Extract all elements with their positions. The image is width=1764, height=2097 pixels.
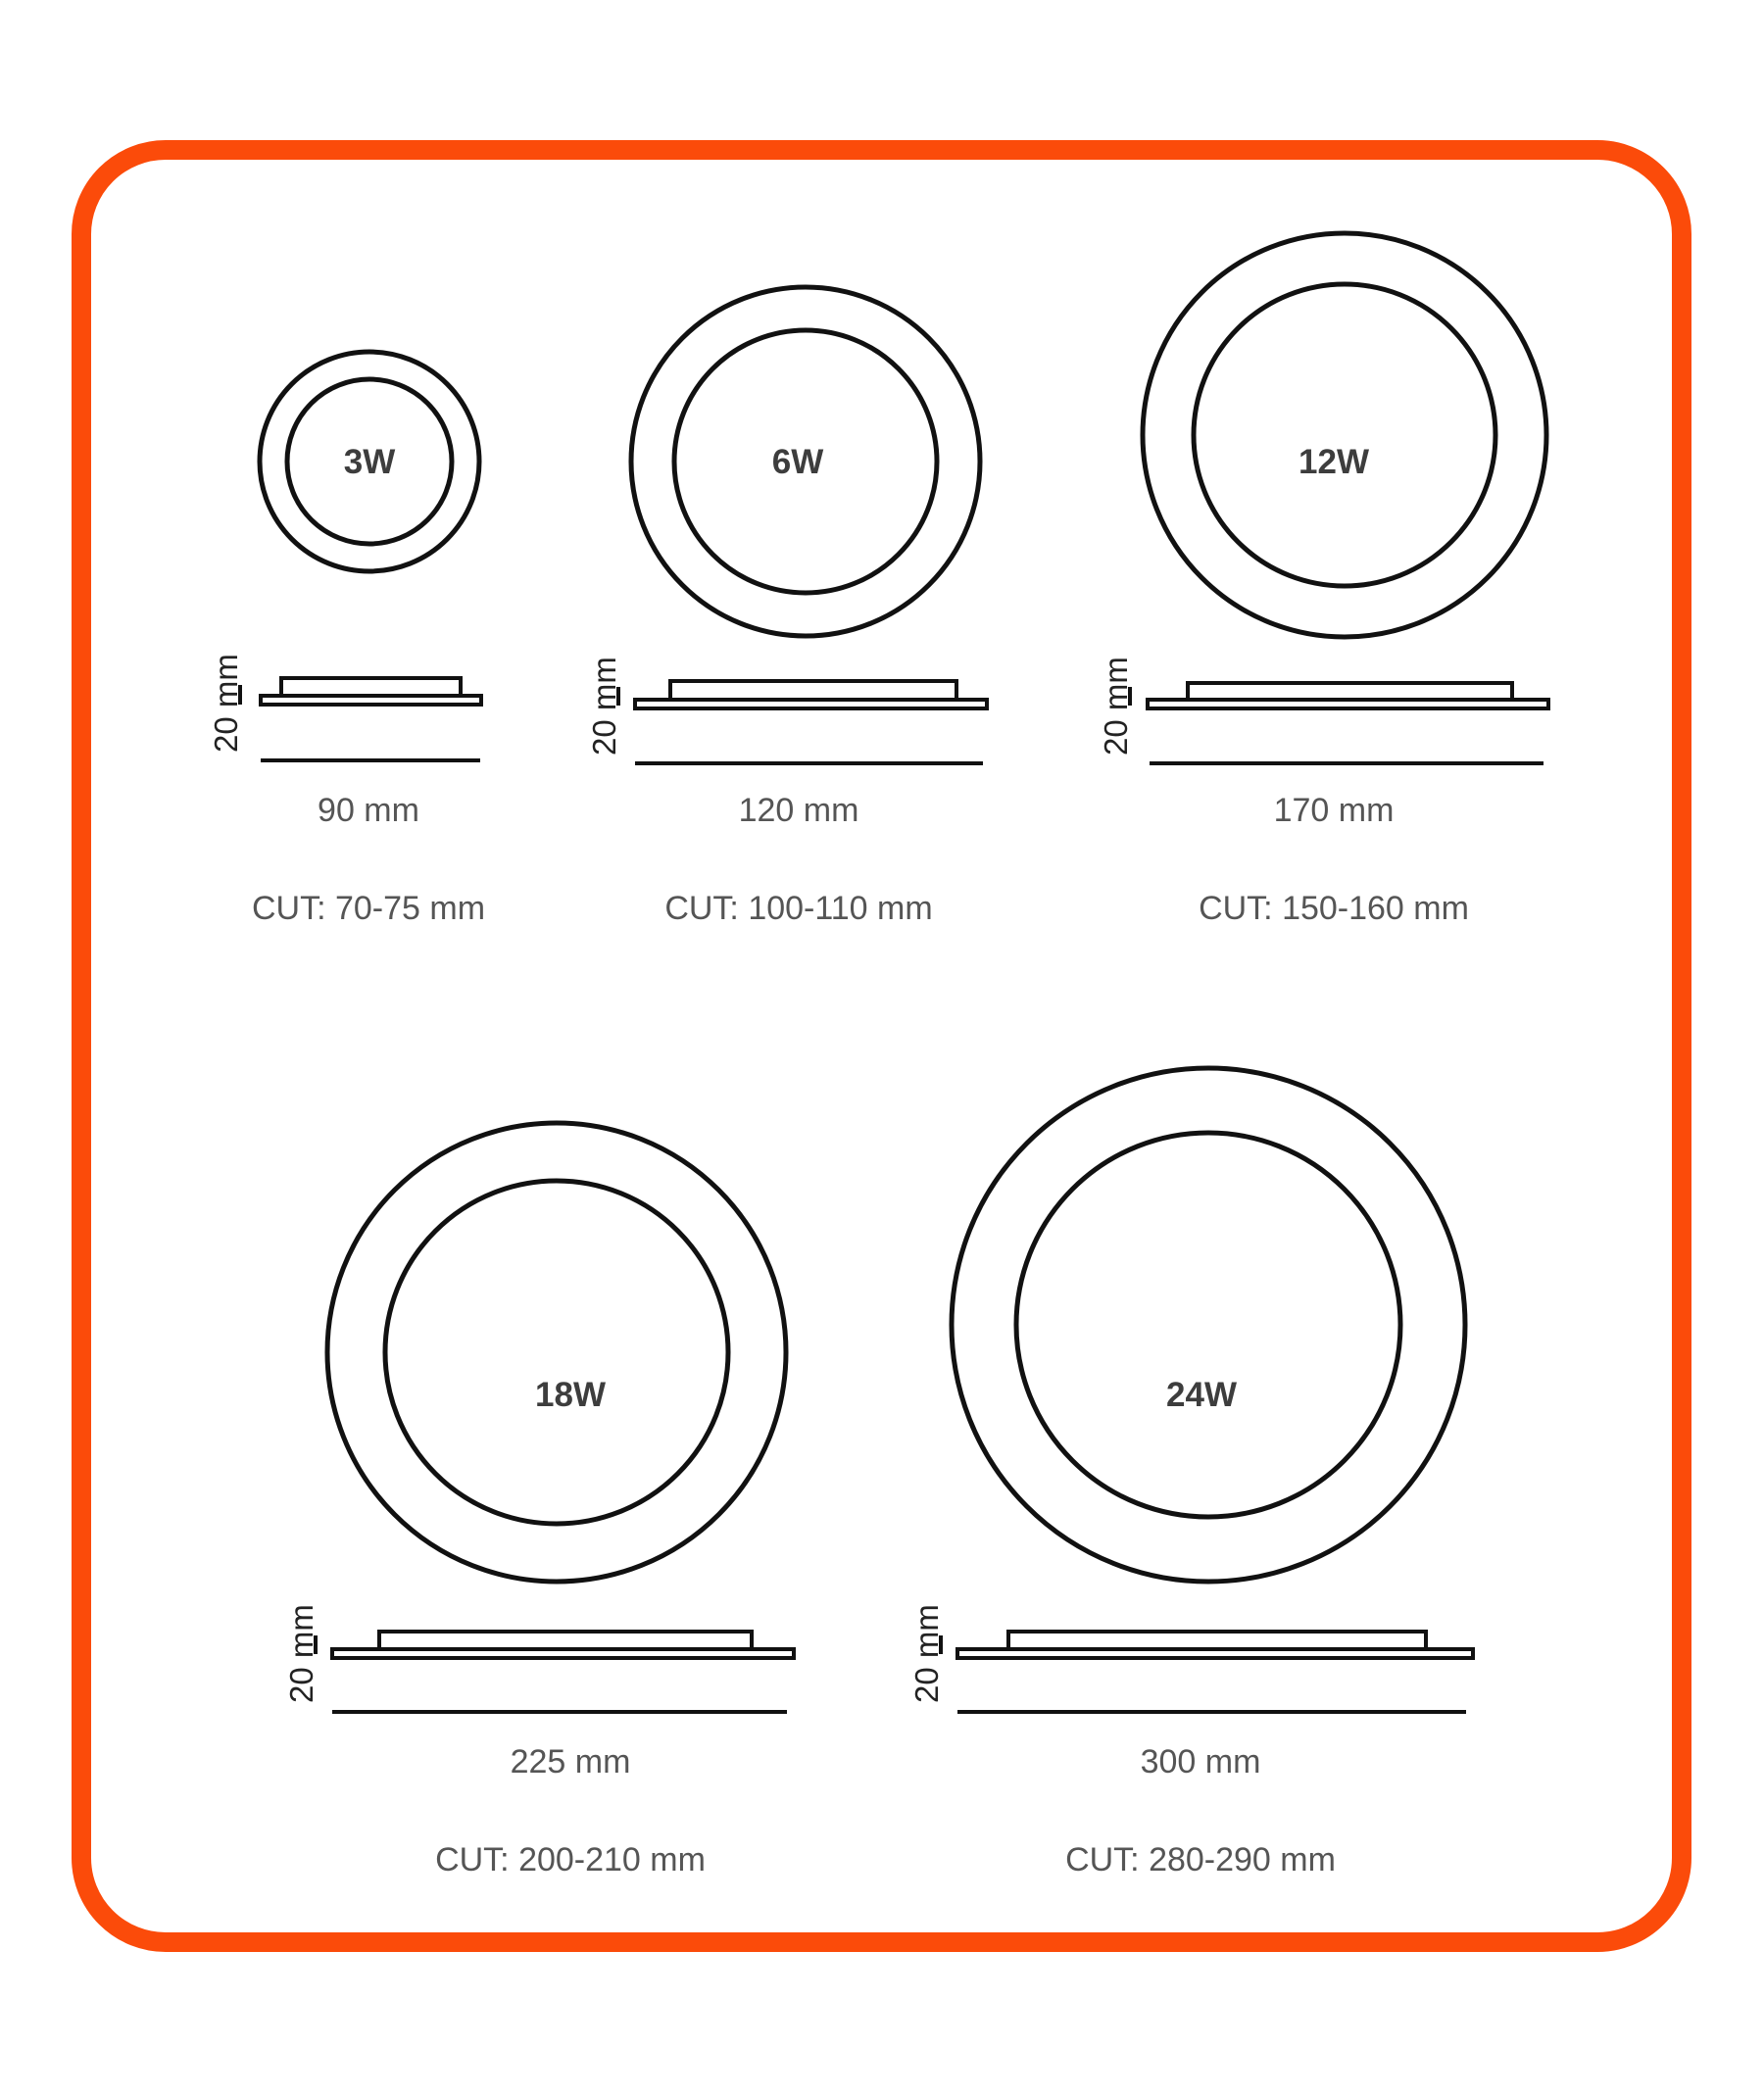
- watt-label: 3W: [343, 443, 396, 481]
- cut-label-18w: CUT: 200-210 mm: [435, 1841, 706, 1878]
- height-label: 20 mm: [283, 1604, 319, 1703]
- cut-label-3w: CUT: 70-75 mm: [251, 890, 486, 927]
- diameter-label-3w: 90 mm: [318, 792, 419, 829]
- diameter-label-6w: 120 mm: [738, 792, 859, 829]
- watt-label: 12W: [1298, 443, 1369, 481]
- diameter-label-18w: 225 mm: [510, 1743, 631, 1780]
- diameter-label-24w: 300 mm: [1140, 1743, 1261, 1780]
- watt-label: 6W: [771, 443, 824, 481]
- height-label: 20 mm: [908, 1604, 945, 1703]
- diameter-label-12w: 170 mm: [1273, 792, 1395, 829]
- inner-ring: [1016, 1133, 1400, 1517]
- cut-label-24w: CUT: 280-290 mm: [1065, 1841, 1336, 1878]
- cut-label-6w: CUT: 100-110 mm: [664, 890, 933, 927]
- side-profile-base: [957, 1649, 1473, 1658]
- height-label: 20 mm: [208, 654, 244, 753]
- watt-label: 18W: [535, 1376, 606, 1414]
- height-label: 20 mm: [586, 657, 622, 756]
- outer-ring: [952, 1068, 1465, 1582]
- watt-label: 24W: [1166, 1376, 1237, 1414]
- side-profile-top: [1008, 1632, 1426, 1649]
- height-label: 20 mm: [1098, 657, 1134, 756]
- cut-label-12w: CUT: 150-160 mm: [1199, 890, 1469, 927]
